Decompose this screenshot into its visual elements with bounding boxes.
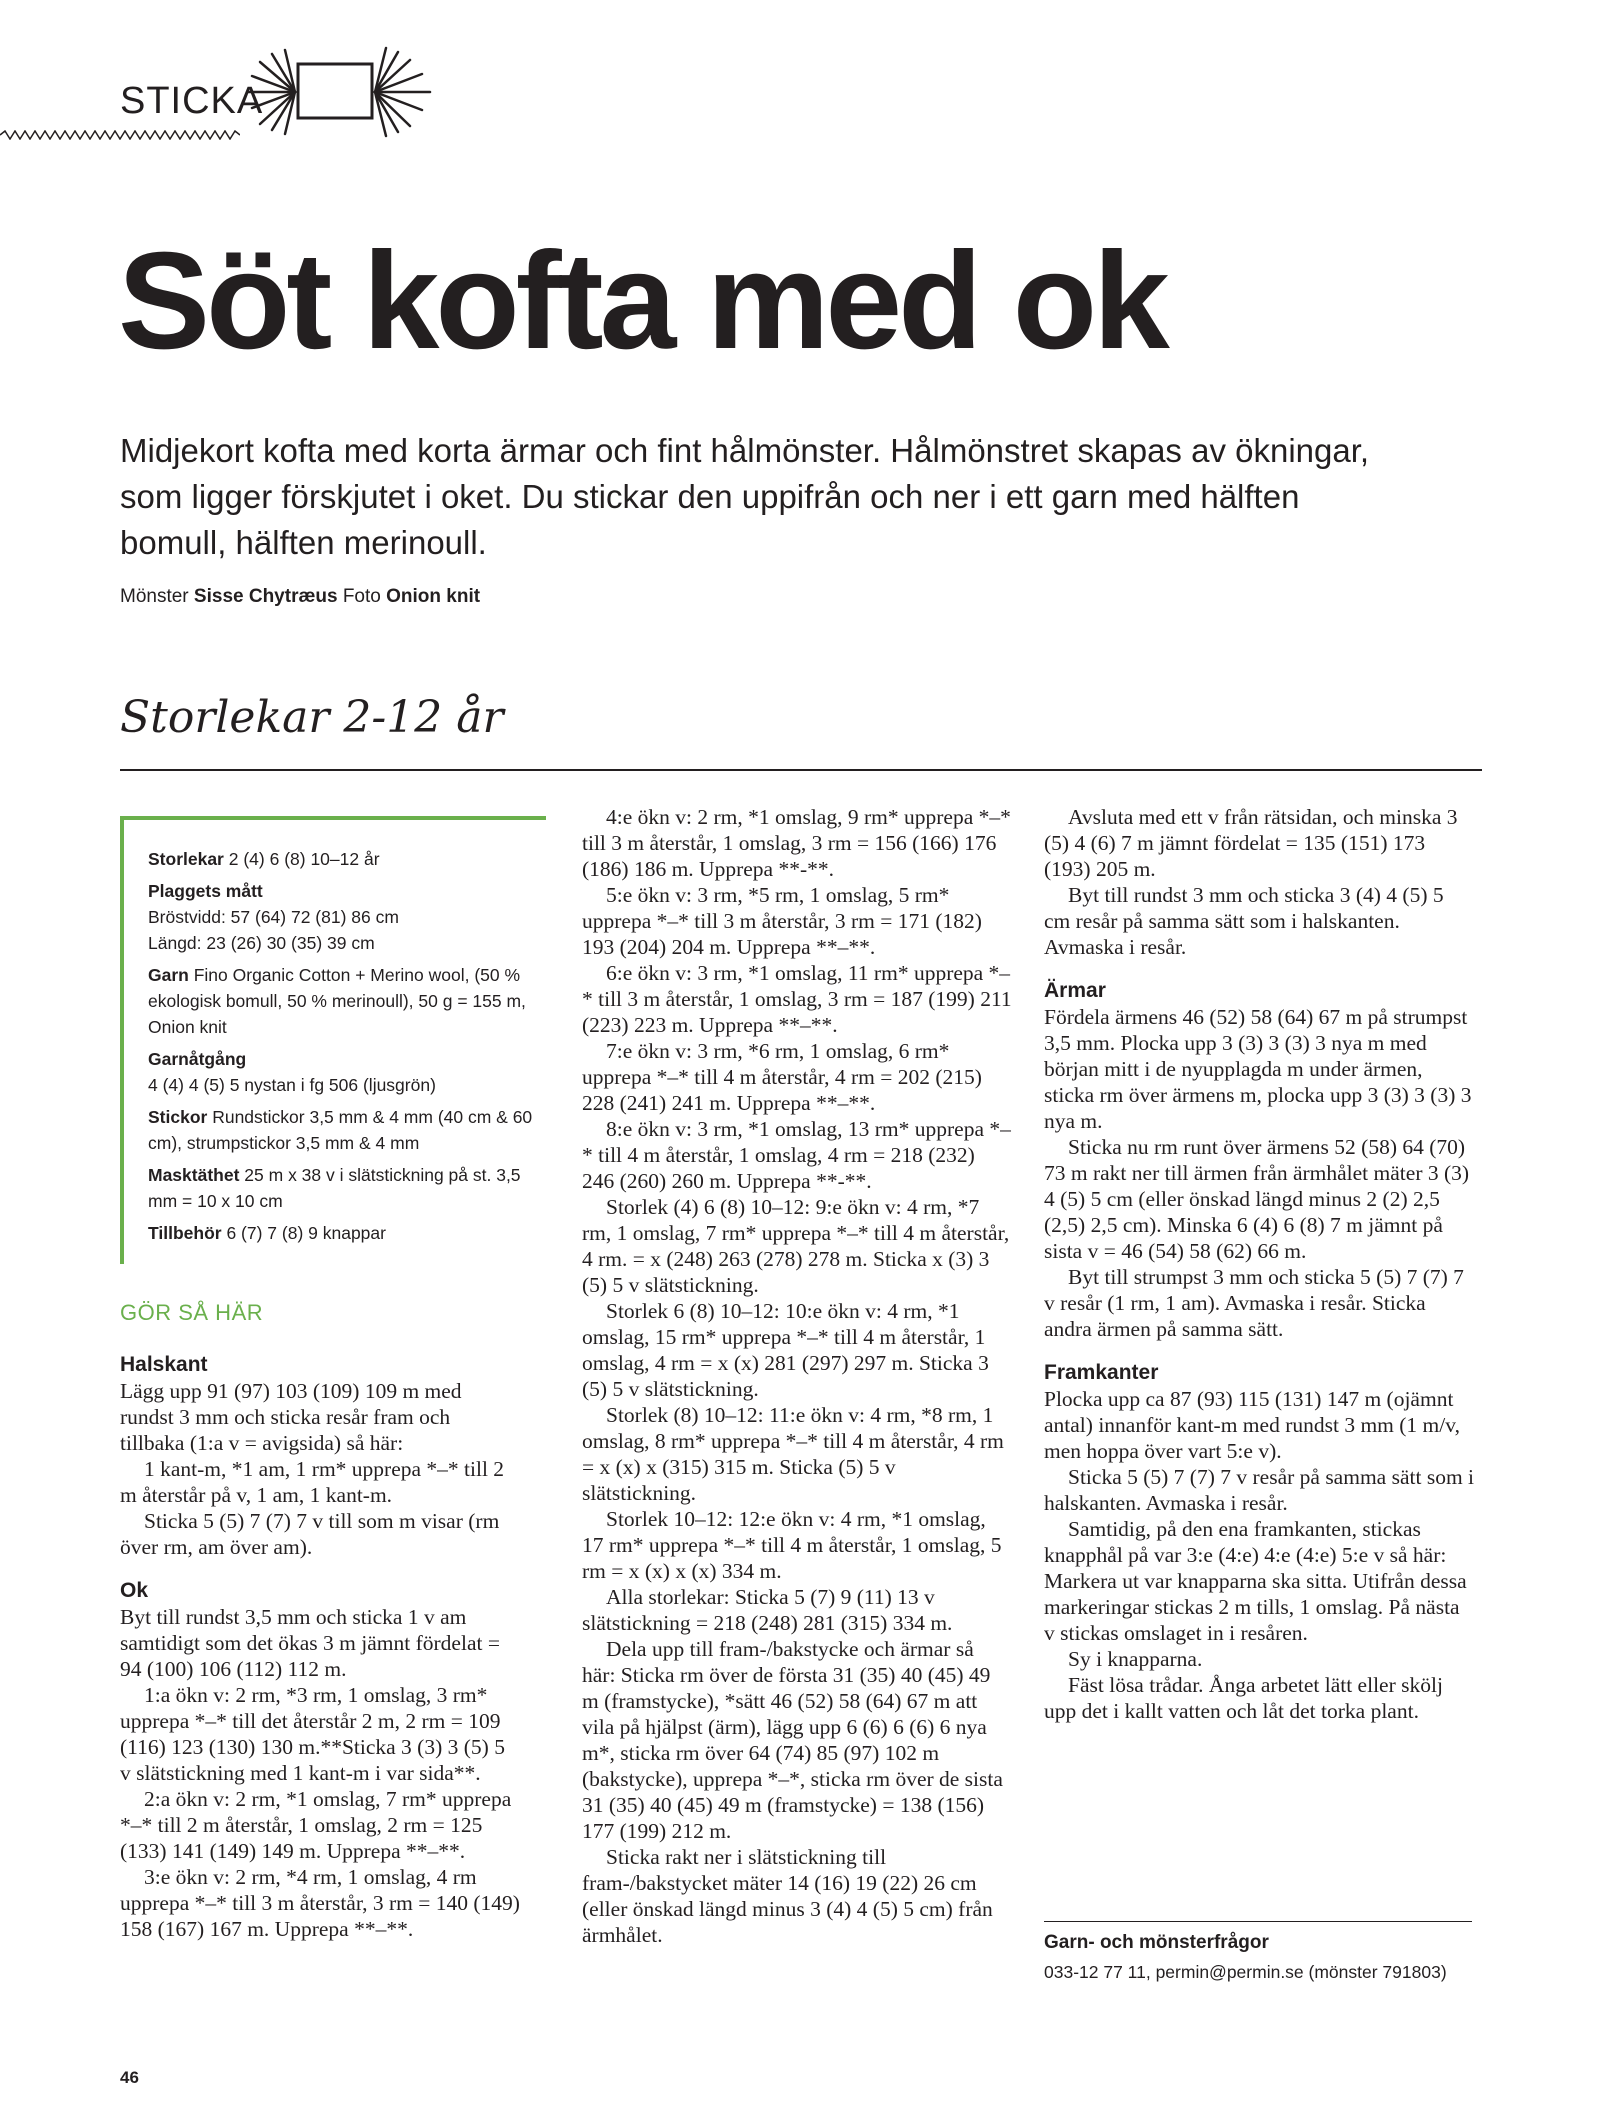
paragraph: Sticka 5 (5) 7 (7) 7 v resår på samma sätt som i halskanten. Avmaska i resår. — [1044, 1465, 1475, 1515]
credits — [120, 586, 480, 608]
column-1 — [120, 1352, 520, 1942]
paragraph: 7:e ökn v: 3 rm, *6 rm, 1 omslag, 6 rm* upprepa *–* till 4 m återstår, 4 rm = 202 (215) 228 (241) 241 m. Upprepa **–**. — [582, 1039, 982, 1115]
pattern-author: Sisse Chytræus — [193, 586, 338, 607]
paragraph: 3:e ökn v: 2 rm, *4 rm, 1 omslag, 4 rm upprepa *–* till 3 m återstår, 3 rm = 140 (149) 158 (167) 167 m. Upprepa **–**. — [120, 1865, 520, 1941]
paragraph: 8:e ökn v: 3 rm, *1 omslag, 13 rm* upprepa *–* till 4 m återstår, 1 omslag, 4 rm = 218 (232) 246 (260) 260 m. Upprepa **-**. — [582, 1117, 1011, 1193]
zigzag-divider — [0, 130, 240, 140]
section-label: STICKA — [120, 80, 264, 122]
paragraph: 1:a ökn v: 2 rm, *3 rm, 1 omslag, 3 rm* upprepa *–* till det återstår 2 m, 2 rm = 109 (116) 123 (130) 130 m.**Sticka 3 (3) 3 (5) 5 v slätstickning med 1 kant-m i var sida**. — [120, 1683, 505, 1785]
materials-infobox — [120, 816, 546, 1264]
column-2 — [582, 804, 1012, 1948]
contact-info: 033-12 77 11, permin@permin.se (mönster 791803) — [1044, 1962, 1447, 1982]
paragraph: Fäst lösa trådar. Ånga arbetet lätt eller skölj upp det i kallt vatten och låt det torka plant. — [1044, 1673, 1443, 1723]
paragraph: 4:e ökn v: 2 rm, *1 omslag, 9 rm* upprepa *–* till 3 m återstår, 1 omslag, 3 rm = 156 (166) 176 (186) 186 m. Upprepa **-**. — [582, 805, 1011, 881]
paragraph: Storlek (4) 6 (8) 10–12: 9:e ökn v: 4 rm, *7 rm, 1 omslag, 7 rm* upprepa *–* till 4 m återstår, 4 rm. = x (248) 263 (278) 278 m. Sticka x (3) 3 (5) 5 v slätstickning. — [582, 1195, 1010, 1297]
paragraph: Byt till strumpst 3 mm och sticka 5 (5) 7 (7) 7 v resår (1 rm, 1 am). Avmaska i resår. Sticka andra ärmen på samma sätt. — [1044, 1265, 1464, 1341]
paragraph: Sticka rakt ner i slätstickning till fram-/bakstycket mäter 14 (16) 19 (22) 26 cm (eller önskad längd minus 3 (4) 4 (5) 5 cm) från ärmhålet. — [582, 1845, 993, 1947]
paragraph: Avsluta med ett v från rätsidan, och minska 3 (5) 4 (6) 7 m jämnt fördelat = 135 (151) 173 (193) 205 m. — [1044, 805, 1458, 881]
paragraph: 6:e ökn v: 3 rm, *1 omslag, 11 rm* upprepa *–* till 3 m återstår, 1 omslag, 3 rm = 187 (199) 211 (223) 223 m. Upprepa **–**. — [582, 961, 1012, 1037]
lead-paragraph: Midjekort kofta med korta ärmar och fint hålmönster. Hålmönstret skapas av ökningar, som ligger förskjutet i oket. Du stickar den uppifrån och ner i ett garn med hälften bomull, hälften merinoull. — [120, 432, 1370, 561]
paragraph: Dela upp till fram-/bakstycke och ärmar så här: Sticka rm över de första 31 (35) 40 (45) 49 m (framstycke), *sätt 46 (52) 58 (64) 67 m att vila på hjälpst (ärm), lägg upp 6 (6) 6 (6) 6 nya m*, sticka rm över 64 (74) 85 (97) 102 m (bakstycke), upprepa *–*, sticka rm över de sista 31 (35) 40 (45) 49 m (framstycke) = 138 (156) 177 (199) 212 m. — [582, 1637, 1003, 1843]
paragraph: Lägg upp 91 (97) 103 (109) 109 m med rundst 3 mm och sticka resår fram och tillbaka (1:a v = avigsida) så här: — [120, 1379, 462, 1455]
paragraph: 2:a ökn v: 2 rm, *1 omslag, 7 rm* upprepa *–* till 2 m återstår, 1 omslag, 2 rm = 125 (133) 141 (149) 149 m. Upprepa **–**. — [120, 1787, 512, 1863]
photo-label: Foto — [342, 586, 381, 607]
halskant-heading: Halskant — [120, 1353, 208, 1376]
photo-author: Onion knit — [386, 586, 481, 607]
needles-row: Stickor Rundstickor 3,5 mm & 4 mm (40 cm & 60 cm), strumpstickor 3,5 mm & 4 mm — [148, 1107, 533, 1153]
measurements-row: Plaggets mått Bröstvidd: 57 (64) 72 (81) 86 cm Längd: 23 (26) 30 (35) 39 cm — [148, 881, 399, 953]
armar-heading: Ärmar — [1044, 979, 1106, 1002]
sizes-heading: Storlekar 2-12 år — [120, 692, 504, 743]
gauge-row: Masktäthet 25 m x 38 v i slätstickning på st. 3,5 mm = 10 x 10 cm — [148, 1165, 521, 1211]
paragraph: Storlek 6 (8) 10–12: 10:e ökn v: 4 rm, *1 omslag, 15 rm* upprepa *–* till 4 m återstår, 1 omslag, 4 rm = x (x) 281 (297) 297 m. Sticka 3 (5) 5 v slätstickning. — [582, 1299, 989, 1401]
sizes-row: Storlekar 2 (4) 6 (8) 10–12 år — [148, 849, 380, 869]
paragraph: Alla storlekar: Sticka 5 (7) 9 (11) 13 v slätstickning = 218 (248) 281 (315) 334 m. — [582, 1585, 953, 1635]
paragraph: Fördela ärmens 46 (52) 58 (64) 67 m på strumpst 3,5 mm. Plocka upp 3 (3) 3 (3) 3 nya m med början mitt i de nyupplagda m under ärmen, sticka rm över ärmens m, plocka upp 3 (3) 3 (3) 3 nya m. — [1044, 1005, 1472, 1133]
framkanter-heading: Framkanter — [1044, 1361, 1159, 1384]
notions-row: Tillbehör 6 (7) 7 (8) 9 knappar — [148, 1223, 386, 1243]
yarn-amount-row: Garnåtgång 4 (4) 4 (5) 5 nystan i fg 506 (ljusgrön) — [148, 1049, 436, 1095]
yarn-skein-icon — [240, 42, 440, 142]
paragraph: Sy i knapparna. — [1068, 1647, 1203, 1671]
paragraph: 5:e ökn v: 3 rm, *5 rm, 1 omslag, 5 rm* upprepa *–* till 3 m återstår, 3 rm = 171 (182) 193 (204) 204 m. Upprepa **–**. — [582, 883, 982, 959]
paragraph: Storlek 10–12: 12:e ökn v: 4 rm, *1 omslag, 17 rm* upprepa *–* till 4 m återstår, 1 omslag, 5 rm = x (x) x (x) 334 m. — [582, 1507, 1002, 1583]
contact-divider — [1044, 1921, 1472, 1922]
column-3 — [1044, 804, 1474, 1724]
ok-heading: Ok — [120, 1579, 149, 1602]
main-divider — [120, 769, 1482, 771]
paragraph: Samtidig, på den ena framkanten, stickas knapphål på var 3:e (4:e) 4:e (4:e) 5:e v så här: Markera ut var knapparna ska sitta. Utifrån dessa markeringar stickas 2 m tills, 1 omslag. På nästa v stickas omslaget in i resåren. — [1044, 1517, 1467, 1645]
page-number: 46 — [120, 2068, 139, 2087]
contact-title: Garn- och mönsterfrågor — [1044, 1932, 1269, 1953]
paragraph: Storlek (8) 10–12: 11:e ökn v: 4 rm, *8 rm, 1 omslag, 8 rm* upprepa *–* till 4 m återstår, 4 rm = x (x) x (315) 315 m. Sticka (5) 5 v slätstickning. — [582, 1403, 1004, 1505]
paragraph: Sticka nu rm runt över ärmens 52 (58) 64 (70) 73 m rakt ner till ärmen från ärmhålet mäter 3 (3) 4 (5) 5 cm (eller önskad längd minus 2 (2) 2,5 (2,5) 2,5 cm). Minska 6 (4) 6 (8) 7 m jämnt på sista v = 46 (54) 58 (62) 66 m. — [1044, 1135, 1470, 1263]
paragraph: Byt till rundst 3 mm och sticka 3 (4) 4 (5) 5 cm resår på samma sätt som i halskanten. Avmaska i resår. — [1044, 883, 1444, 959]
paragraph: Byt till rundst 3,5 mm och sticka 1 v am samtidigt som det ökas 3 m jämnt fördelat = 94 (100) 106 (112) 112 m. — [120, 1605, 500, 1681]
paragraph: Plocka upp ca 87 (93) 115 (131) 147 m (ojämnt antal) innanför kant-m med rundst 3 mm (1 m/v, men hoppa över vart 5:e v). — [1044, 1387, 1460, 1463]
pattern-label: Mönster — [120, 586, 189, 607]
instructions-heading: GÖR SÅ HÄR — [120, 1300, 264, 1325]
yarn-row: Garn Fino Organic Cotton + Merino wool, (50 % ekologisk bomull, 50 % merinoull), 50 g = 155 m, Onion knit — [148, 965, 526, 1037]
paragraph: 1 kant-m, *1 am, 1 rm* upprepa *–* till 2 m återstår på v, 1 am, 1 kant-m. — [120, 1457, 505, 1507]
page-title: Söt kofta med ok — [118, 224, 1166, 378]
paragraph: Sticka 5 (5) 7 (7) 7 v till som m visar (rm över rm, am över am). — [120, 1509, 500, 1559]
